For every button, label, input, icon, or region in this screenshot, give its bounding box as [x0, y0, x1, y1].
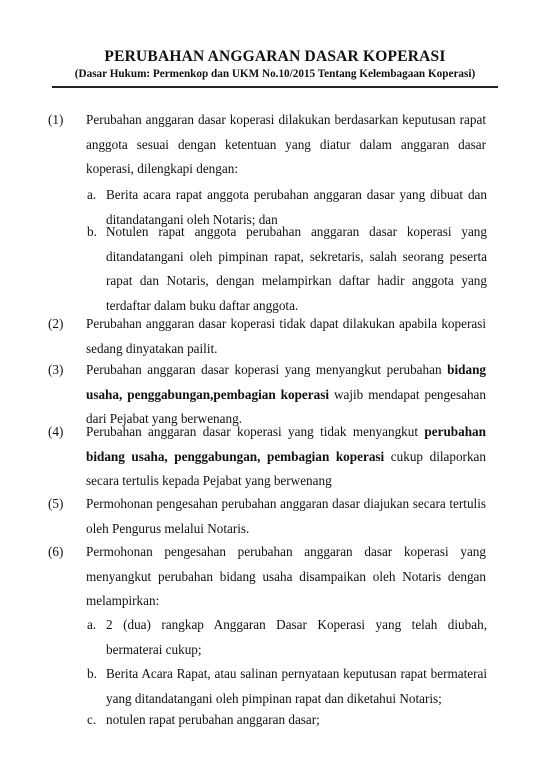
item-text: Permohonan pengesahan perubahan anggaran dasar diajukan secara tertulis oleh Pengurus melalui Notaris.	[86, 496, 486, 536]
sub-item-1b	[87, 220, 487, 318]
item-number: (6)	[48, 544, 64, 559]
item-number: (3)	[48, 362, 64, 377]
page-subtitle: (Dasar Hukum: Permenkop dan UKM No.10/2015 Tentang Kelembagaan Koperasi)	[74, 68, 476, 80]
list-item-5	[48, 492, 486, 541]
sub-item-letter: a.	[87, 187, 97, 202]
sub-item-text: Notulen rapat anggota perubahan anggaran dasar koperasi yang ditandatangani oleh pimpinan rapat, sekretaris, salah seorang peserta rapat dan Notaris, dengan melampirkan daftar hadir anggota yang terdaftar dalam buku daftar anggota.	[106, 224, 487, 313]
list-item-2	[48, 312, 486, 361]
sub-item-6a	[87, 613, 487, 662]
item-number: (2)	[48, 316, 64, 331]
list-item-4	[48, 420, 486, 494]
sub-item-letter: a.	[87, 617, 97, 632]
title-divider	[52, 86, 498, 88]
item-text	[60, 420, 486, 494]
sub-item-text: Berita acara rapat anggota perubahan anggaran dasar yang dibuat dan ditandatangani oleh Notaris; dan	[106, 187, 487, 227]
sub-item-letter: b.	[87, 224, 97, 239]
item-number: (4)	[48, 424, 64, 439]
item-text-bold: perubahan bidang usaha, penggabungan, pembagian koperasi	[86, 424, 486, 464]
item-text: Perubahan anggaran dasar koperasi tidak dapat dilakukan apabila koperasi sedang dinyatakan pailit.	[86, 316, 486, 356]
list-item-1	[48, 108, 486, 182]
sub-item-letter: c.	[87, 712, 97, 727]
item-text: Permohonan pengesahan perubahan anggaran dasar koperasi yang menyangkut perubahan bidang usaha disampaikan oleh Notaris dengan melampirkan:	[86, 544, 486, 609]
sub-item-text: Berita Acara Rapat, atau salinan pernyataan keputusan rapat bermaterai yang ditandatangani oleh pimpinan rapat dan diketahui Notaris;	[106, 666, 487, 706]
item-number: (1)	[48, 112, 64, 127]
item-text-pre: Perubahan anggaran dasar koperasi yang tidak menyangkut	[86, 424, 425, 439]
sub-item-6c	[87, 708, 487, 733]
page-title: PERUBAHAN ANGGARAN DASAR KOPERASI	[104, 48, 446, 65]
item-text: Perubahan anggaran dasar koperasi dilakukan berdasarkan keputusan rapat anggota sesuai dengan ketentuan yang diatur dalam anggaran dasar koperasi, dilengkapi dengan:	[86, 112, 486, 177]
item-text-post: cukup dilaporkan secara tertulis kepada Pejabat yang berwenang	[86, 448, 486, 489]
sub-item-letter: b.	[87, 666, 97, 681]
list-item-6	[48, 540, 486, 614]
item-number: (5)	[48, 496, 64, 511]
item-text-post: wajib mendapat pengesahan dari Pejabat yang berwenang.	[86, 386, 486, 427]
sub-item-6b	[87, 662, 487, 711]
sub-item-text: 2 (dua) rangkap Anggaran Dasar Koperasi yang telah diubah, bermaterai cukup;	[106, 617, 487, 657]
item-text-pre: Perubahan anggaran dasar koperasi yang menyangkut perubahan	[86, 362, 448, 377]
item-text-bold: bidang usaha, penggabungan,pembagian koperasi	[86, 362, 486, 402]
sub-item-text: notulen rapat perubahan anggaran dasar;	[106, 712, 320, 727]
